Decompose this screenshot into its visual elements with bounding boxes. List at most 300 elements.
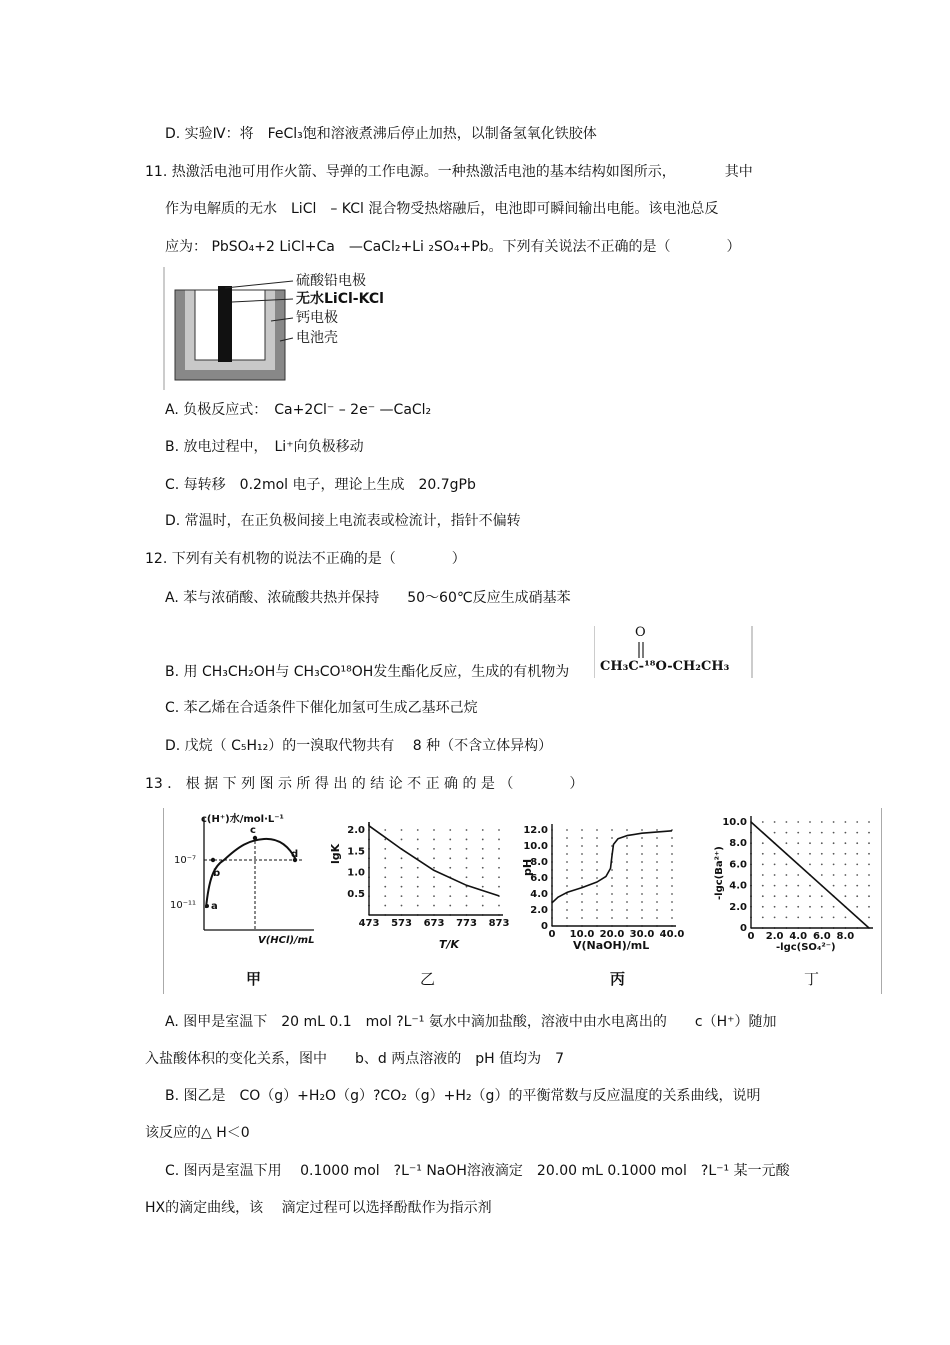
grid-dot [384, 886, 386, 888]
grid-dot [762, 842, 764, 844]
grid-dot [821, 821, 823, 823]
bing-ylabel: pH [521, 858, 534, 876]
y-tick-label: 4.0 [530, 889, 548, 900]
grid-dot [417, 839, 419, 841]
grid-dot [611, 829, 613, 831]
grid-dot [417, 848, 419, 850]
grid-dot [611, 917, 613, 919]
grid-dot [417, 829, 419, 831]
grid-dot [482, 895, 484, 897]
grid-dot [797, 842, 799, 844]
grid-dot [611, 893, 613, 895]
jia-label-b: b [213, 868, 221, 879]
grid-dot [401, 857, 403, 859]
grid-dot [845, 917, 847, 919]
grid-dot [384, 848, 386, 850]
grid-dot [401, 829, 403, 831]
grid-dot [581, 837, 583, 839]
grid-dot [449, 829, 451, 831]
grid-dot [762, 895, 764, 897]
grid-dot [868, 895, 870, 897]
grid-dot [868, 821, 870, 823]
grid-dot [868, 853, 870, 855]
grid-dot [856, 821, 858, 823]
grid-dot [433, 839, 435, 841]
grid-dot [641, 829, 643, 831]
grid-dot [786, 917, 788, 919]
y-tick-label: 2.0 [347, 825, 365, 836]
y-tick-label: 1.0 [347, 867, 365, 879]
grid-dot [786, 906, 788, 908]
grid-dot [833, 842, 835, 844]
grid-dot [482, 867, 484, 869]
question-13-stem: 13 ． 根 据 下 列 图 示 所 得 出 的 结 论 不 正 确 的 是 （ ） [145, 776, 584, 792]
grid-dot [786, 874, 788, 876]
y-tick-label: 0.5 [347, 888, 365, 900]
y-tick-label: 8.0 [530, 857, 548, 868]
ding-ylabel: -lgc(Ba²⁺) [714, 846, 725, 900]
option-10-d: D. 实验Ⅳ：将 FeCl₃饱和溶液煮沸后停止加热，以制备氢氧化铁胶体 [165, 126, 597, 142]
grid-dot [566, 901, 568, 903]
battery-diagram [163, 266, 403, 392]
option-12-d: D. 戊烷（ C₅H₁₂）的一溴取代物共有 8 种（不含立体异构） [165, 738, 553, 754]
grid-dot [641, 901, 643, 903]
charts-svg [164, 808, 881, 994]
grid-dot [611, 885, 613, 887]
grid-dot [786, 821, 788, 823]
grid-dot [671, 917, 673, 919]
x-tick-label: 473 [358, 918, 380, 929]
grid-dot [809, 906, 811, 908]
grid-dot [833, 885, 835, 887]
grid-dot [566, 853, 568, 855]
grid-dot [417, 905, 419, 907]
grid-dot [656, 829, 658, 831]
grid-dot [856, 853, 858, 855]
option-12-c: C. 苯乙烯在合适条件下催化加氢可生成乙基环己烷 [165, 700, 478, 716]
grid-dot [466, 857, 468, 859]
question-11-stem-3: 应为： PbSO₄+2 LiCl+Ca —CaCl₂+Li ₂SO₄+Pb。下列有关说法不正确的是（ ） [165, 239, 741, 255]
grid-dot [868, 917, 870, 919]
grid-dot [384, 829, 386, 831]
grid-dot [671, 909, 673, 911]
caption-jia: 甲 [246, 970, 262, 988]
grid-dot [833, 874, 835, 876]
grid-dot [596, 869, 598, 871]
grid-dot [868, 885, 870, 887]
grid-dot [581, 861, 583, 863]
option-13-b-line-1: B. 图乙是 CO（g）+H₂O（g）?CO₂（g）+H₂（g）的平衡常数与反应温度的关系曲线，说明 [165, 1088, 761, 1104]
x-tick-label: 673 [423, 918, 445, 929]
grid-dot [671, 893, 673, 895]
grid-dot [809, 864, 811, 866]
x-tick-label: 873 [488, 918, 510, 929]
grid-dot [671, 845, 673, 847]
grid-dot [596, 837, 598, 839]
option-13-c-line-1: C. 图丙是室温下用 0.1000 mol ?L⁻¹ NaOH溶液滴定 20.00 mL 0.1000 mol ?L⁻¹ 某一元酸 [165, 1163, 790, 1179]
grid-dot [833, 864, 835, 866]
jia-label-a: a [211, 901, 218, 912]
chart-bing [523, 824, 684, 940]
grid-dot [449, 857, 451, 859]
grid-dot [641, 869, 643, 871]
grid-dot [845, 895, 847, 897]
grid-dot [433, 848, 435, 850]
grid-dot [401, 886, 403, 888]
grid-dot [845, 853, 847, 855]
question-11-stem-2: 作为电解质的无水 LiCl – KCl 混合物受热熔融后，电池即可瞬间输出电能。该电池总反 [165, 201, 719, 217]
grid-dot [656, 837, 658, 839]
grid-dot [498, 867, 500, 869]
battery-label-shell: 电池壳 [296, 330, 338, 346]
option-11-d: D. 常温时，在正负极间接上电流表或检流计，指针不偏转 [165, 513, 521, 529]
grid-dot [401, 867, 403, 869]
y-tick-label: 10.0 [722, 817, 747, 828]
grid-dot [581, 893, 583, 895]
grid-dot [833, 853, 835, 855]
grid-dot [384, 867, 386, 869]
x-tick-label: 40.0 [659, 929, 685, 940]
point-a [205, 904, 209, 908]
point-b [211, 858, 215, 862]
grid-dot [596, 861, 598, 863]
option-11-a: A. 负极反应式： Ca+2Cl⁻ – 2e⁻ —CaCl₂ [165, 402, 432, 418]
grid-dot [611, 877, 613, 879]
grid-dot [797, 895, 799, 897]
grid-dot [821, 917, 823, 919]
grid-dot [821, 906, 823, 908]
battery-label-lead-sulfate-electrode: 硫酸铅电极 [296, 273, 366, 289]
grid-dot [641, 837, 643, 839]
grid-dot [566, 869, 568, 871]
grid-dot [433, 876, 435, 878]
grid-dot [821, 864, 823, 866]
grid-dot [774, 821, 776, 823]
grid-dot [482, 839, 484, 841]
grid-dot [845, 864, 847, 866]
question-11-stem-1: 11. 热激活电池可用作火箭、导弹的工作电源。一种热激活电池的基本结构如图所示， 其中 [145, 164, 753, 180]
grid-dot [466, 867, 468, 869]
grid-dot [868, 906, 870, 908]
grid-dot [656, 877, 658, 879]
grid-dot [762, 853, 764, 855]
grid-dot [581, 901, 583, 903]
grid-dot [786, 842, 788, 844]
grid-dot [626, 885, 628, 887]
caption-bing: 丙 [610, 970, 626, 988]
grid-dot [656, 893, 658, 895]
grid-dot [762, 821, 764, 823]
grid-dot [809, 842, 811, 844]
grid-dot [833, 906, 835, 908]
grid-dot [596, 885, 598, 887]
grid-dot [596, 901, 598, 903]
grid-dot [566, 845, 568, 847]
grid-dot [641, 845, 643, 847]
grid-dot [868, 874, 870, 876]
grid-dot [821, 895, 823, 897]
option-13-a-line-1: A. 图甲是室温下 20 mL 0.1 mol ?L⁻¹ 氨水中滴加盐酸，溶液中由水电离出的 c（H⁺）随加 [165, 1014, 777, 1030]
grid-dot [498, 829, 500, 831]
grid-dot [449, 848, 451, 850]
jia-ytick-1e-11: 10⁻¹¹ [170, 900, 197, 911]
grid-dot [581, 845, 583, 847]
y-tick-label: 1.5 [347, 846, 365, 858]
caption-yi: 乙 [420, 970, 436, 988]
grid-dot [641, 909, 643, 911]
grid-dot [596, 829, 598, 831]
grid-dot [856, 842, 858, 844]
grid-dot [417, 876, 419, 878]
grid-dot [809, 832, 811, 834]
option-12-a: A. 苯与浓硝酸、浓硫酸共热并保持 50～60℃反应生成硝基苯 [165, 590, 571, 606]
y-tick-label: 0 [740, 923, 747, 934]
grid-dot [671, 901, 673, 903]
grid-dot [626, 829, 628, 831]
grid-dot [566, 829, 568, 831]
ester-structure [594, 624, 754, 679]
grid-dot [656, 869, 658, 871]
grid-dot [845, 874, 847, 876]
grid-dot [821, 874, 823, 876]
x-tick-label: 4.0 [789, 931, 808, 942]
grid-dot [797, 874, 799, 876]
y-tick-label: 6.0 [729, 859, 747, 871]
grid-dot [482, 848, 484, 850]
x-tick-label: 0 [747, 931, 755, 942]
grid-dot [856, 895, 858, 897]
grid-dot [774, 853, 776, 855]
grid-dot [611, 869, 613, 871]
grid-dot [566, 909, 568, 911]
grid-dot [626, 917, 628, 919]
grid-dot [671, 877, 673, 879]
jia-label-d: d [291, 849, 299, 860]
grid-dot [656, 885, 658, 887]
y-tick-label: 0 [541, 921, 548, 932]
grid-dot [868, 832, 870, 834]
grid-dot [611, 837, 613, 839]
grid-dot [626, 869, 628, 871]
grid-dot [868, 842, 870, 844]
grid-dot [656, 853, 658, 855]
grid-dot [641, 885, 643, 887]
x-tick-label: 6.0 [812, 931, 831, 942]
grid-dot [384, 895, 386, 897]
grid-dot [498, 886, 500, 888]
grid-dot [786, 885, 788, 887]
jia-xlabel: V(HCl)/mL [258, 935, 315, 946]
x-tick-label: 8.0 [836, 931, 855, 942]
grid-dot [596, 893, 598, 895]
grid-dot [433, 886, 435, 888]
grid-dot [641, 877, 643, 879]
grid-dot [626, 909, 628, 911]
grid-dot [581, 853, 583, 855]
grid-dot [626, 837, 628, 839]
y-tick-label: 4.0 [729, 880, 747, 892]
grid-dot [833, 821, 835, 823]
grid-dot [384, 857, 386, 859]
grid-dot [433, 895, 435, 897]
grid-dot [581, 909, 583, 911]
x-tick-label: 2.0 [765, 931, 784, 942]
chart-panel [163, 808, 882, 994]
grid-dot [596, 845, 598, 847]
grid-dot [774, 906, 776, 908]
grid-dot [833, 832, 835, 834]
grid-dot [417, 867, 419, 869]
grid-dot [656, 917, 658, 919]
y-tick-label: 8.0 [729, 838, 747, 850]
grid-dot [611, 901, 613, 903]
grid-dot [821, 832, 823, 834]
grid-dot [482, 876, 484, 878]
option-12-b: B. 用 CH₃CH₂OH与 CH₃CO¹⁸OH发生酯化反应，生成的有机物为 [165, 664, 570, 680]
grid-dot [566, 917, 568, 919]
grid-dot [433, 867, 435, 869]
grid-dot [762, 917, 764, 919]
grid-dot [786, 832, 788, 834]
grid-dot [626, 893, 628, 895]
grid-dot [449, 895, 451, 897]
ding-xlabel: -lgc(SO₄²⁻) [776, 942, 836, 953]
grid-dot [845, 885, 847, 887]
grid-dot [641, 893, 643, 895]
caption-ding: 丁 [804, 970, 820, 988]
grid-dot [656, 901, 658, 903]
x-tick-label: 773 [456, 918, 477, 929]
grid-dot [641, 861, 643, 863]
option-11-c: C. 每转移 0.2mol 电子，理论上生成 20.7gPb [165, 477, 476, 493]
grid-dot [774, 895, 776, 897]
grid-dot [466, 848, 468, 850]
grid-dot [845, 842, 847, 844]
x-tick-label: 20.0 [599, 929, 625, 940]
grid-dot [466, 839, 468, 841]
grid-dot [466, 876, 468, 878]
grid-dot [433, 829, 435, 831]
battery-label-calcium-electrode: 钙电极 [296, 310, 338, 326]
grid-dot [809, 821, 811, 823]
series-line [552, 831, 672, 903]
x-tick-label: 30.0 [629, 929, 655, 940]
grid-dot [671, 861, 673, 863]
grid-dot [856, 874, 858, 876]
grid-dot [774, 874, 776, 876]
grid-dot [401, 839, 403, 841]
y-tick-label: 12.0 [523, 825, 548, 836]
option-11-b: B. 放电过程中， Li⁺向负极移动 [165, 439, 364, 455]
grid-dot [641, 853, 643, 855]
option-13-b-line-2: 该反应的△ H＜0 [145, 1125, 250, 1141]
yi-xlabel: T/K [439, 938, 460, 951]
grid-dot [809, 853, 811, 855]
grid-dot [433, 905, 435, 907]
grid-dot [466, 829, 468, 831]
yi-ylabel: lgK [329, 843, 342, 864]
grid-dot [498, 857, 500, 859]
grid-dot [797, 906, 799, 908]
grid-dot [845, 832, 847, 834]
grid-dot [833, 917, 835, 919]
grid-dot [449, 867, 451, 869]
battery-label-electrolyte: 无水LiCl-KCl [296, 291, 384, 307]
jia-ytick-1e-7: 10⁻⁷ [174, 855, 197, 866]
x-tick-label: 0 [548, 929, 556, 940]
chart-yi [347, 822, 509, 929]
grid-dot [809, 917, 811, 919]
grid-dot [656, 909, 658, 911]
grid-dot [856, 906, 858, 908]
grid-dot [482, 829, 484, 831]
grid-dot [466, 895, 468, 897]
grid-dot [581, 869, 583, 871]
grid-dot [671, 885, 673, 887]
grid-dot [797, 832, 799, 834]
grid-dot [449, 886, 451, 888]
grid-dot [671, 869, 673, 871]
grid-dot [656, 845, 658, 847]
grid-dot [498, 848, 500, 850]
grid-dot [797, 853, 799, 855]
grid-dot [417, 895, 419, 897]
grid-dot [417, 886, 419, 888]
grid-dot [762, 885, 764, 887]
grid-dot [626, 853, 628, 855]
grid-dot [774, 832, 776, 834]
grid-dot [786, 864, 788, 866]
ester-carbonyl-oxygen: O [635, 625, 646, 640]
grid-dot [656, 861, 658, 863]
grid-dot [821, 842, 823, 844]
grid-dot [401, 876, 403, 878]
grid-dot [566, 885, 568, 887]
grid-dot [581, 877, 583, 879]
option-13-c-line-2: HX的滴定曲线，该 滴定过程可以选择酚酞作为指示剂 [145, 1200, 492, 1216]
grid-dot [498, 876, 500, 878]
x-tick-label: 573 [391, 918, 412, 929]
y-tick-label: 10.0 [523, 841, 548, 852]
grid-dot [671, 853, 673, 855]
grid-dot [774, 885, 776, 887]
grid-dot [856, 864, 858, 866]
grid-dot [581, 829, 583, 831]
chart-ding [722, 816, 873, 942]
jia-label-c: c [250, 825, 256, 836]
grid-dot [762, 906, 764, 908]
grid-dot [797, 821, 799, 823]
grid-dot [641, 917, 643, 919]
grid-dot [774, 864, 776, 866]
grid-dot [821, 853, 823, 855]
grid-dot [797, 885, 799, 887]
grid-dot [449, 905, 451, 907]
grid-dot [856, 885, 858, 887]
grid-dot [762, 864, 764, 866]
grid-dot [566, 837, 568, 839]
grid-dot [581, 917, 583, 919]
grid-dot [401, 895, 403, 897]
grid-dot [845, 821, 847, 823]
grid-dot [626, 861, 628, 863]
x-tick-label: 10.0 [569, 929, 595, 940]
grid-dot [482, 857, 484, 859]
grid-dot [762, 874, 764, 876]
grid-dot [384, 876, 386, 878]
grid-dot [611, 909, 613, 911]
grid-dot [809, 885, 811, 887]
